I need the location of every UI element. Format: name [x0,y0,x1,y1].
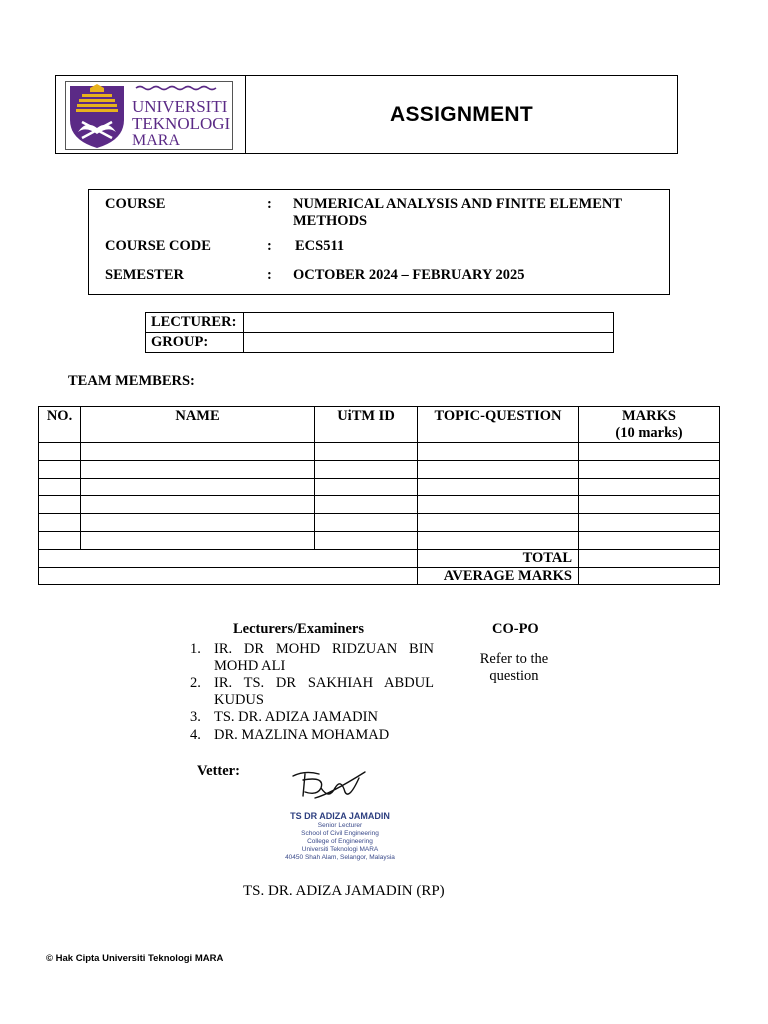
course-code-colon: : [267,238,272,254]
total-spacer [39,549,418,567]
team-table-header [39,407,720,443]
cell-no[interactable] [39,478,81,496]
vetter-label: Vetter: [197,763,240,779]
list-number: 4. [190,726,201,743]
cell-topic[interactable] [418,460,579,478]
logo-word-2: TEKNOLOGI [132,114,231,133]
col-header-marks [579,407,720,443]
cell-marks[interactable] [579,531,720,549]
team-members-heading: TEAM MEMBERS: [68,373,195,389]
examiners-heading: Lecturers/Examiners [233,621,365,637]
examiner-name: TS. DR. ADIZA JAMADIN [214,709,378,725]
cell-name[interactable] [81,460,315,478]
cell-name[interactable] [81,531,315,549]
list-item [190,709,434,726]
signature-icon [285,766,375,806]
list-item [190,675,434,708]
vetter-name: TS. DR. ADIZA JAMADIN (RP) [243,883,445,899]
uitm-logo [65,81,233,150]
course-value: NUMERICAL ANALYSIS AND FINITE ELEMENT METHODS [293,196,622,229]
cell-no[interactable] [39,460,81,478]
cell-marks[interactable] [579,443,720,461]
examiner-name: DR. MAZLINA MOHAMAD [214,726,390,743]
cell-marks[interactable] [579,514,720,532]
logo-word-3: MARA [132,132,181,149]
course-info-box [88,189,670,295]
cell-uitm-id[interactable] [315,443,418,461]
course-code-label: COURSE CODE [105,238,211,254]
marks-subheading: (10 marks) [615,425,683,441]
cell-uitm-id[interactable] [315,496,418,514]
average-value[interactable] [579,567,720,585]
document-header [55,75,678,154]
cell-uitm-id[interactable] [315,514,418,532]
average-label: AVERAGE MARKS [418,567,579,585]
lecturer-field[interactable] [244,313,614,333]
cell-no[interactable] [39,496,81,514]
semester-label: SEMESTER [105,267,184,283]
cell-topic[interactable] [418,514,579,532]
stamp-line: 40450 Shah Alam, Selangor, Malaysia [285,854,395,861]
semester-value: OCTOBER 2024 – FEBRUARY 2025 [293,267,525,283]
page-title: ASSIGNMENT [389,102,533,126]
average-row [39,567,720,585]
table-row [39,496,720,514]
marks-label: MARKS [622,408,676,424]
stamp-line: School of Civil Engineering [301,830,379,837]
average-spacer [39,567,418,585]
col-header-no: NO. [39,407,81,443]
copyright-footer: © Hak Cipta Universiti Teknologi MARA [46,953,224,964]
col-header-topic-question: TOPIC-QUESTION [418,407,579,443]
team-members-table [38,406,720,585]
cell-no[interactable] [39,443,81,461]
total-row [39,549,720,567]
cell-topic[interactable] [418,496,579,514]
examiners-list [190,641,434,744]
logo-cell [56,76,246,153]
stamp-line: Senior Lecturer [317,822,363,829]
list-item [190,641,434,674]
table-row [39,443,720,461]
table-row [39,460,720,478]
course-label: COURSE [105,196,166,212]
cell-name[interactable] [81,496,315,514]
stamp-line: Universiti Teknologi MARA [301,846,379,853]
cell-marks[interactable] [579,496,720,514]
cell-topic[interactable] [418,443,579,461]
cell-marks[interactable] [579,460,720,478]
logo-word-1: UNIVERSITI [132,97,228,116]
cell-uitm-id[interactable] [315,478,418,496]
cell-name[interactable] [81,443,315,461]
course-code-value: ECS511 [295,238,345,254]
cell-topic[interactable] [418,531,579,549]
group-field[interactable] [244,333,614,353]
examiner-name: IR. TS. DR SAKHIAH ABDUL KUDUS [214,675,434,708]
cell-uitm-id[interactable] [315,531,418,549]
table-row [39,478,720,496]
cell-no[interactable] [39,531,81,549]
copo-heading: CO-PO [492,621,539,637]
copo-text: Refer to the question [479,651,549,684]
total-value[interactable] [579,549,720,567]
total-label: TOTAL [418,549,579,567]
stamp-name: TS DR ADIZA JAMADIN [290,811,390,821]
uitm-crest-icon [66,82,234,151]
group-label: GROUP: [146,333,244,353]
table-row [39,531,720,549]
semester-colon: : [267,267,272,283]
table-row [39,514,720,532]
vetter-stamp [260,811,420,862]
cell-marks[interactable] [579,478,720,496]
examiner-name: IR. DR MOHD RIDZUAN BIN MOHD ALI [214,641,434,674]
list-number: 3. [190,709,201,725]
cell-name[interactable] [81,514,315,532]
stamp-line: College of Engineering [307,838,373,845]
lecturer-group-table [145,312,614,353]
lecturer-label: LECTURER: [146,313,244,333]
list-item [190,727,434,744]
col-header-uitm-id: UiTM ID [315,407,418,443]
cell-topic[interactable] [418,478,579,496]
cell-name[interactable] [81,478,315,496]
cell-uitm-id[interactable] [315,460,418,478]
list-number: 1. [190,641,201,657]
list-number: 2. [190,675,201,691]
cell-no[interactable] [39,514,81,532]
course-colon: : [267,196,272,212]
col-header-name: NAME [81,407,315,443]
